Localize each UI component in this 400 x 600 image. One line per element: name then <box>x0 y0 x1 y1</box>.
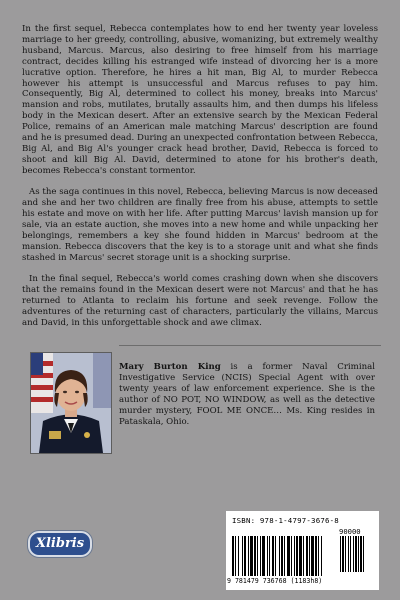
author-name: Mary Burton King <box>119 362 221 372</box>
author-portrait-image <box>31 353 111 453</box>
synopsis-paragraph-3: In the final sequel, Rebecca's world comes crashing down when she discovers that the remains found in the Mexican desert were not Marcus' and that he has returned to Atlanta to reclaim his fortune and seek revenge. Follow the adventures of the returning cast of characters, particularly the villains, Marcus and David, in this unforgettable shock and awe climax. <box>22 274 378 328</box>
synopsis-paragraph-1: In the first sequel, Rebecca contemplates how to end her twenty year loveless marriage to her greedy, controlling, abusive, womanizing, but extremely wealthy husband, Marcus. Marcus, also desiring to free himself from his marriage contract, decides killing his estranged wife instead of divorcing her is a more lucrative option. Therefore, he hires a hit man, Big Al, to murder Rebecca however his attempt is unsuccessful and Marcus refuses to pay him. Consequently, Big Al, determined to collect his money, breaks into Marcus' mansion and robs, mutilates, brutally assaults him, and then dumps his lifeless body in the Mexican desert. After an extensive search by the Mexican Federal Police, remains of an American male matching Marcus' description are found and he is presumed dead. During an unexpected confrontation between Rebecca, Big Al, and Big Al's younger crack head brother, David, Rebecca is forced to shoot and kill Big Al. David, determined to atone for his brother's death, becomes Rebecca's constant tormentor. <box>22 24 378 176</box>
isbn-barcode <box>226 511 379 590</box>
barcode-digits: 9 781479 736768 (1183h8) <box>227 577 323 585</box>
author-bio-text: is a former Naval Criminal Investigative Service (NCIS) Special Agent with over twenty years of law enforcement experience. She is the author of NO POT, NO WINDOW, as well as the detective murder mystery, FOOL ME ONCE… Ms. King resides in Pataskala, Ohio. <box>119 362 375 428</box>
price-code: 90000 <box>339 527 361 536</box>
book-synopsis <box>22 24 378 339</box>
publisher-logo <box>28 531 92 557</box>
synopsis-paragraph-2: As the saga continues in this novel, Rebecca, believing Marcus is now deceased and she and her two children are finally free from his abuse, attempts to settle his estate and move on with her life. After putting Marcus' lavish mansion up for sale, via an estate auction, she moves into a new home and while unpacking her belongings, remembers a key she found hidden in Marcus' bedroom at the mansion. Rebecca discovers that the key is to a storage unit and what she finds stashed in Marcus' secret storage unit is a shocking surprise. <box>22 187 378 263</box>
author-bio <box>119 362 375 429</box>
divider-rule <box>119 345 381 346</box>
barcode-bars <box>232 536 374 576</box>
author-photo <box>30 352 112 454</box>
isbn-label: ISBN: 978-1-4797-3676-8 <box>232 516 339 525</box>
publisher-logo-text: Xlibris <box>35 536 85 551</box>
